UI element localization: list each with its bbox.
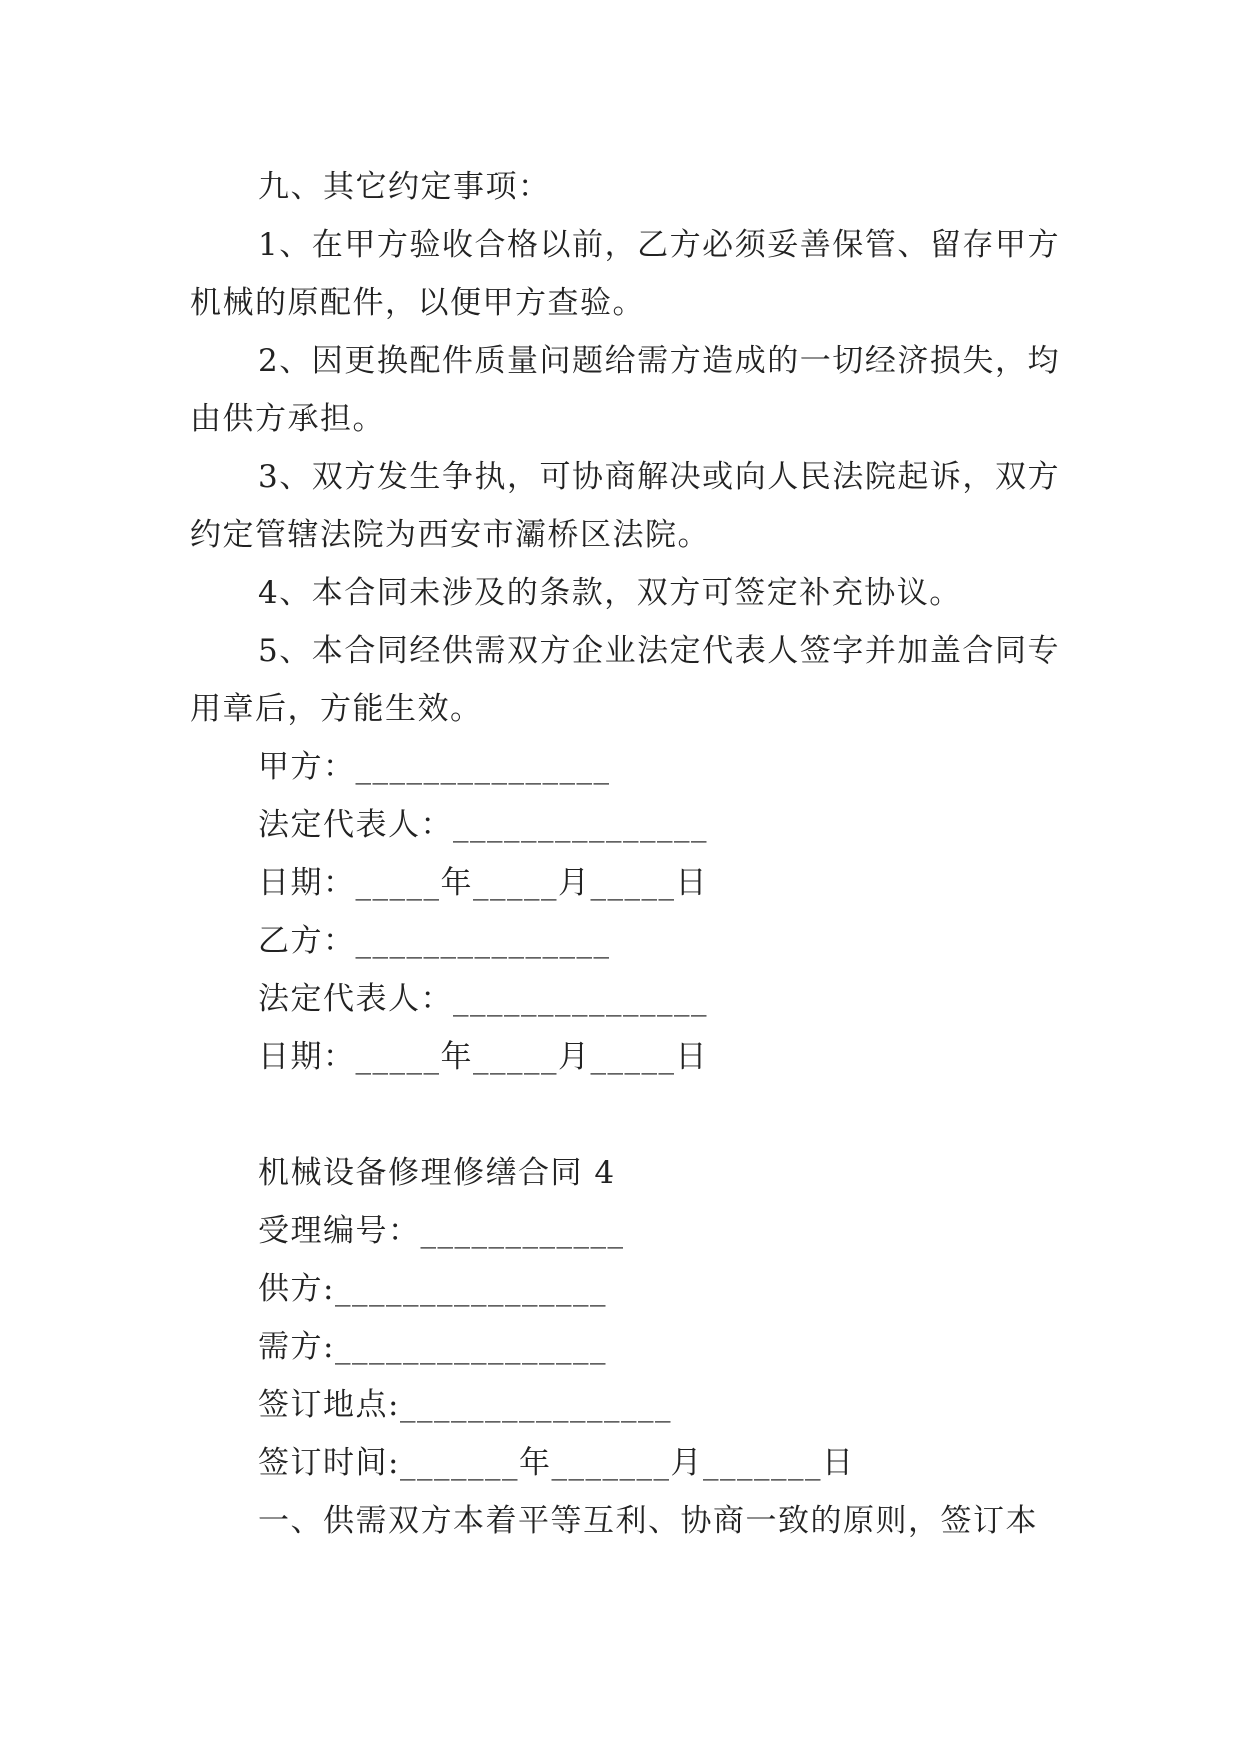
section-heading: 九、其它约定事项： xyxy=(258,169,551,205)
supplier-line: 供方:________________ xyxy=(258,1271,607,1307)
spacer xyxy=(190,1086,1060,1144)
party-a-date-line: 日期：_____年_____月_____日 xyxy=(258,865,708,901)
party-b-rep-line: 法定代表人：_______________ xyxy=(258,981,708,1017)
clause-item: 5、本合同经供需双方企业法定代表人签字并加盖合同专用章后，方能生效。 xyxy=(190,633,1060,727)
clause-one-line: 一、供需双方本着平等互利、协商一致的原则，签订本 xyxy=(258,1503,1038,1539)
party-a-rep-line: 法定代表人：_______________ xyxy=(258,807,708,843)
clause-item: 1、在甲方验收合格以前，乙方必须妥善保管、留存甲方机械的原配件，以便甲方查验。 xyxy=(190,227,1060,321)
party-b-line: 乙方：_______________ xyxy=(258,923,611,959)
clause-item: 2、因更换配件质量问题给需方造成的一切经济损失，均由供方承担。 xyxy=(190,343,1060,437)
party-b-date-line: 日期：_____年_____月_____日 xyxy=(258,1039,708,1075)
document-body xyxy=(190,158,1060,1550)
sign-place-line: 签订地点:________________ xyxy=(258,1387,672,1423)
party-a-line: 甲方：_______________ xyxy=(258,749,611,785)
buyer-line: 需方:________________ xyxy=(258,1329,607,1365)
clause-item: 4、本合同未涉及的条款，双方可签定补充协议。 xyxy=(258,575,962,611)
accept-number-line: 受理编号：____________ xyxy=(258,1213,625,1249)
contract-title: 机械设备修理修缮合同 4 xyxy=(258,1155,616,1191)
clause-item: 3、双方发生争执，可协商解决或向人民法院起诉，双方约定管辖法院为西安市灞桥区法院。 xyxy=(190,459,1060,553)
sign-time-line: 签订时间:_______年_______月_______日 xyxy=(258,1445,855,1481)
